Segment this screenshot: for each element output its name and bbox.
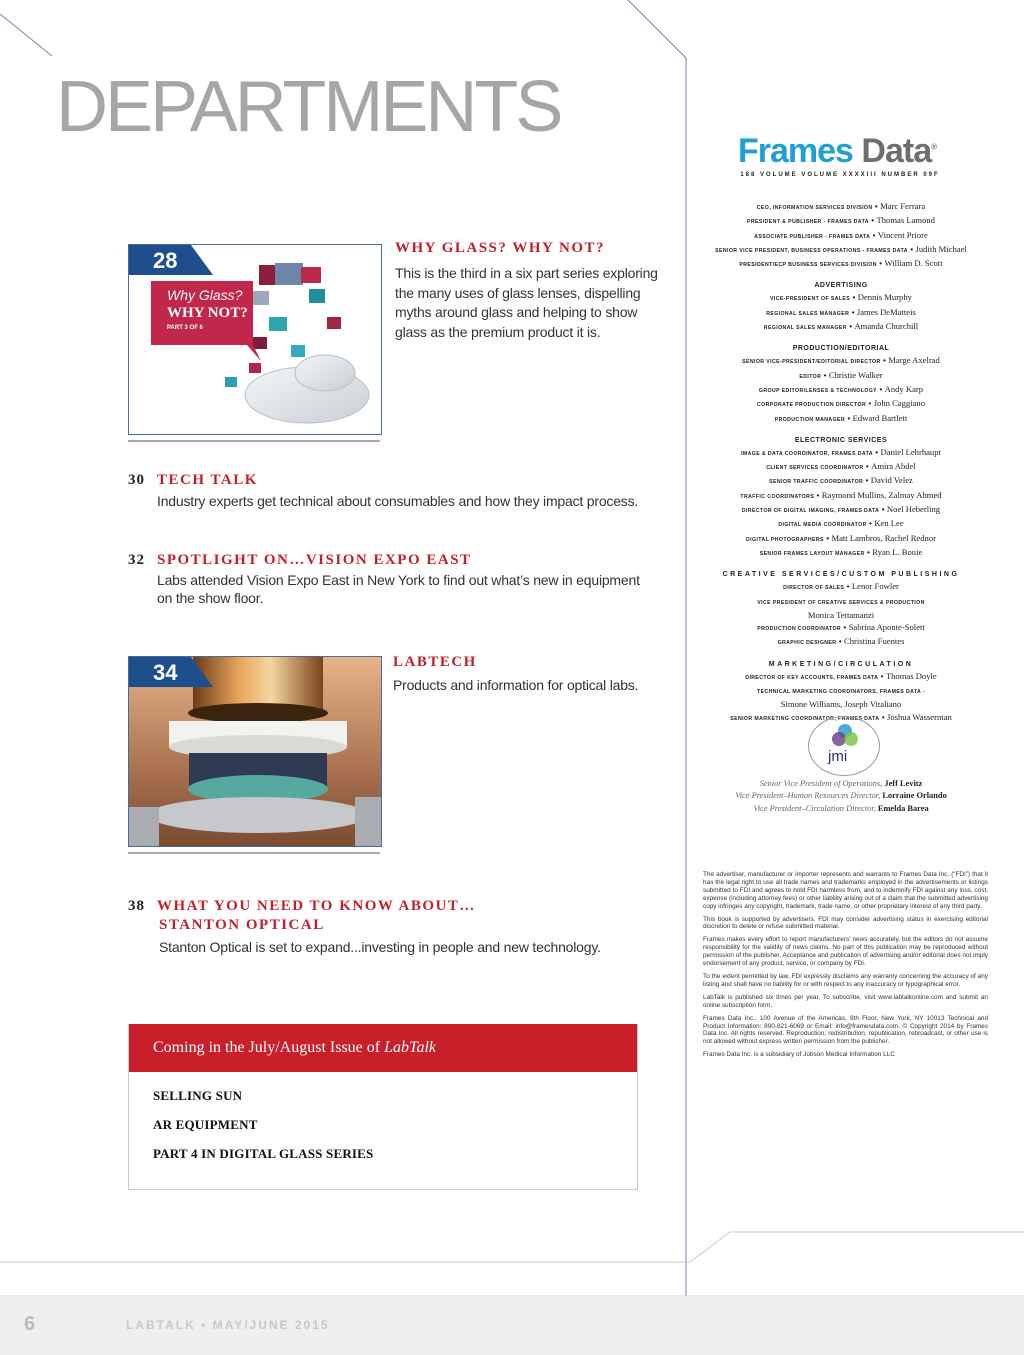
bullet-separator: • (846, 321, 855, 332)
masthead-name: Monica Tettamanzi (807, 609, 875, 620)
masthead-name: Thomas Doyle (885, 670, 937, 681)
masthead-entry (700, 369, 982, 383)
article-28-thumbnail[interactable] (128, 244, 382, 435)
masthead-name: Marc Ferrara (880, 201, 926, 211)
bullet-separator: • (841, 622, 849, 633)
exec-name: Jeff Levitz (884, 779, 923, 788)
masthead-entry (700, 635, 982, 649)
masthead-name: Ken Lee (874, 518, 904, 529)
masthead-role: EDITOR (799, 373, 822, 380)
masthead-entry (700, 474, 982, 488)
masthead-name: Dennis Murphy (857, 292, 912, 303)
legal-paragraph: LabTalk is published six times per year. To subscribe, visit www.labtalkonline.com and submit an online subscription form. (703, 993, 988, 1009)
legal-disclaimer (703, 871, 988, 1064)
masthead-entry (700, 684, 982, 698)
bullet-separator: • (863, 461, 872, 472)
desc-line: glass as the premium product it is. (395, 323, 601, 340)
masthead-entry (700, 503, 982, 517)
desc-line: the many uses of glass lenses, dispelling (395, 284, 641, 301)
bullet-separator: • (872, 446, 881, 457)
masthead-name: Edward Bartlett (852, 412, 908, 423)
article-38-title-line-2[interactable]: STANTON OPTICAL (159, 917, 325, 933)
article-34-title[interactable]: LABTECH (393, 654, 477, 670)
bullet-separator: • (879, 711, 887, 722)
bullet-separator: • (877, 383, 885, 394)
bullet-separator: • (879, 504, 887, 515)
frames-data-logo (738, 132, 936, 171)
exec-role: Vice President–Human Resources Director, (735, 791, 883, 801)
bullet-separator: • (844, 581, 852, 592)
bullet-separator: • (836, 636, 845, 647)
masthead-entry (700, 446, 982, 460)
article-38-title-line-1[interactable]: WHAT YOU NEED TO KNOW ABOUT… (157, 898, 476, 914)
coming-item: PART 4 IN DIGITAL GLASS SERIES (153, 1146, 374, 1161)
masthead-role: PRESIDENT & PUBLISHER - FRAMES DATA (747, 219, 869, 226)
masthead-role: DIGITAL PHOTOGRAPHERS (746, 536, 824, 543)
logo-part-frames: Frames (738, 132, 853, 170)
masthead-name: Ryan L. Bouie (872, 546, 923, 557)
page-title: DEPARTMENTS (56, 67, 561, 147)
masthead-role: IMAGE & DATA COORDINATOR, FRAMES DATA (741, 450, 873, 457)
bullet-separator: • (864, 546, 873, 557)
article-28-description (395, 264, 658, 342)
exec-line (700, 778, 982, 790)
footer-publication-line: LABTALK • MAY/JUNE 2015 (126, 1318, 330, 1332)
article-38-description (159, 938, 601, 958)
desc-line: This is the third in a six part series exploring (395, 265, 658, 281)
desc-line: Labs attended Vision Expo East in New York to find out what’s new in equipment (157, 572, 640, 588)
masthead-section-heading: MARKETING/CIRCULATION (768, 660, 914, 668)
jmi-logo-text: jmi (828, 748, 848, 765)
exec-line (700, 803, 982, 815)
logo-part-data: Data (861, 132, 932, 170)
article-32-page-number: 32 (128, 552, 145, 568)
masthead-role: CORPORATE PRODUCTION DIRECTOR (756, 402, 867, 409)
article-30-description (157, 492, 638, 512)
bullet-separator: • (907, 243, 916, 254)
desc-line: on the show floor. (157, 590, 264, 606)
masthead-role: TRAFFIC COORDINATORS (740, 493, 815, 500)
bullet-separator: • (866, 518, 875, 529)
masthead-role: VICE PRESIDENT OF CREATIVE SERVICES & PRODUCTION (757, 599, 925, 606)
masthead-entry (700, 670, 982, 684)
masthead-name: Simone Williams, Joseph Vitaliano (780, 699, 902, 710)
article-34-badge-number: 34 (129, 657, 191, 687)
masthead-name: Christina Fuentes (844, 636, 905, 647)
bullet-separator: • (876, 258, 885, 269)
masthead-entry (700, 354, 982, 368)
executive-list (700, 778, 982, 815)
masthead-staff-list (700, 200, 982, 725)
masthead-role: SENIOR VICE PRESIDENT, BUSINESS OPERATIONS - FRAMES DATA (715, 247, 908, 254)
masthead-name: Christie Walker (828, 369, 883, 380)
masthead-role: GRAPHIC DESIGNER (777, 640, 837, 647)
masthead-role: TECHNICAL MARKETING COORDINATORS, FRAMES DATA - (757, 689, 925, 696)
article-28-title[interactable]: WHY GLASS? WHY NOT? (395, 240, 606, 256)
masthead-role: DIGITAL MEDIA COORDINATOR (778, 522, 867, 529)
masthead-role: SENIOR VICE-PRESIDENT/EDITORIAL DIRECTOR (742, 359, 881, 366)
article-38-page-number: 38 (128, 898, 145, 914)
masthead-entry (700, 257, 982, 271)
masthead-entry (700, 517, 982, 531)
bullet-separator: • (814, 489, 822, 500)
bullet-separator: • (870, 229, 878, 240)
coming-heading-text: Coming in the July/August Issue of (153, 1039, 385, 1056)
legal-paragraph: The advertiser, manufacturer or importer represents and warrants to Frames Data Inc. (“FDI”) that it has the legal right to use all trade names and trademarks employed in the advertisements or listings submitted to FDI and agrees to hold FDI harmless from, and to indemnify FDI against any loss, cost, expense (including attorney fees) or other liability arising out of a claim that the submitted advertising copy infringes any copyright, trademark, trade name, or other proprietary interest of any third party. (703, 871, 988, 910)
bullet-separator: • (868, 215, 877, 226)
coming-heading (129, 1024, 637, 1072)
thumb-line-1: Why Glass? (167, 287, 243, 303)
legal-paragraph: This book is supported by advertisers. FDI may consider advertising status in exercising editorial discretion to delete or refuse submitted material. (703, 915, 988, 931)
thumb-line-2: WHY NOT? (167, 305, 248, 321)
masthead-name: Marge Axelrad (888, 355, 940, 366)
masthead-entry (700, 397, 982, 411)
masthead-name: Joshua Wasserman (886, 711, 952, 722)
exec-role: Senior Vice President of Operations, (759, 779, 885, 788)
masthead-entry (700, 243, 982, 257)
masthead-entry (700, 621, 982, 635)
masthead-role: VICE-PRESIDENT OF SALES (770, 296, 851, 303)
bullet-separator: • (850, 292, 858, 303)
masthead-name: James DeMatteis (856, 306, 916, 317)
masthead-name: Matt Lambros, Rachel Rednor (831, 532, 936, 543)
masthead-name: Thomas Lamond (876, 215, 935, 226)
masthead-name: Amanda Churchill (854, 321, 919, 332)
masthead-entry (700, 214, 982, 228)
legal-paragraph: Frames Data Inc., 100 Avenue of the Americas, 9th Floor, New York, NY 10013 Technical and Product Information: 800-821-6069 or Email: info@framesdata.com. © Copyright 2014 by Frames Data Inc. All rights reserved. Reproduction, redistribution, republication, rebroadcast, or other use is not allowed without express written permission from the publisher. (703, 1014, 988, 1046)
article-32-title[interactable]: SPOTLIGHT ON…VISION EXPO EAST (157, 552, 472, 568)
masthead-entry (700, 546, 982, 560)
masthead-name: Amira Abdel (871, 461, 916, 472)
article-34-underline (128, 852, 380, 855)
masthead-entry (700, 229, 982, 243)
bullet-separator: • (878, 670, 886, 681)
logo-registered-mark: ® (931, 142, 937, 152)
masthead-role: PRODUCTION COORDINATOR (757, 626, 842, 633)
masthead-entry (700, 595, 982, 609)
masthead-entry (700, 698, 982, 710)
masthead-role: DIRECTOR OF SALES (783, 585, 845, 592)
thumb-line-3: PART 3 OF 6 (167, 325, 203, 331)
masthead-entry (700, 291, 982, 305)
bullet-separator: • (863, 475, 871, 486)
jmi-circles-icon (809, 717, 881, 777)
article-34-description (393, 676, 638, 696)
legal-paragraph: To the extent permitted by law, FDI expressly disclaims any warranty concerning the accuracy of any listing and shall have no liability for or with respect to any inaccuracy or typographical error. (703, 972, 988, 988)
exec-line (700, 790, 982, 802)
masthead-role: SENIOR TRAFFIC COORDINATOR (769, 479, 864, 486)
masthead-entry (700, 383, 982, 397)
jmi-logo (808, 716, 880, 776)
masthead-entry (700, 609, 982, 621)
masthead-name: David Velez (870, 475, 913, 486)
masthead-name: Andy Karp (884, 383, 924, 394)
desc-line: Industry experts get technical about consumables and how they impact process. (157, 493, 639, 509)
masthead-role: SENIOR MARKETING COORDINATOR, FRAMES DATA (730, 715, 880, 722)
masthead-entry (700, 460, 982, 474)
masthead-entry (700, 412, 982, 426)
bullet-separator: • (872, 201, 881, 211)
coming-item: AR EQUIPMENT (153, 1117, 258, 1132)
legal-paragraph: Frames makes every effort to report manufacturers’ news accurately, but the editors do not assume responsibility for the validity of news claims. No part of this publication may be reproduced without permission of the publisher. Acceptance and publication of advertising and/or editorial does not imply endorsement of any product, service, or company by FDI. (703, 936, 988, 968)
exec-name: Lorraine Orlando (882, 791, 947, 801)
masthead-section-heading: PRODUCTION/EDITORIAL (792, 345, 890, 353)
exec-role: Vice President–Circulation Director, (753, 803, 878, 813)
masthead-entry (700, 200, 982, 214)
desc-line: myths around glass and helping to show (395, 304, 638, 320)
masthead-entry (700, 320, 982, 334)
masthead-name: Noel Heberling (886, 504, 941, 515)
masthead-name: Vincent Priore (877, 229, 928, 240)
article-30-title[interactable]: TECH TALK (157, 472, 258, 488)
masthead-name: John Caggiano (873, 398, 926, 409)
masthead-role: REGIONAL SALES MANAGER (766, 310, 850, 317)
bullet-separator: • (845, 412, 853, 423)
coming-heading-magazine: LabTalk (384, 1039, 436, 1056)
bullet-separator: • (823, 532, 832, 543)
masthead-role: SENIOR FRAMES LAYOUT MANAGER (759, 550, 865, 557)
article-28-badge-number: 28 (129, 245, 191, 275)
masthead-entry (700, 532, 982, 546)
masthead-role: CLIENT SERVICES COORDINATOR (766, 465, 864, 472)
masthead-role: CEO, INFORMATION SERVICES DIVISION (756, 205, 873, 211)
article-30-page-number: 30 (128, 472, 145, 488)
masthead-name: Raymond Mullins, Zalmay Ahmed (821, 489, 942, 500)
masthead-entry (700, 580, 982, 594)
masthead-name: William D. Scott (884, 258, 943, 269)
bullet-separator: • (880, 355, 889, 366)
masthead-entry (700, 306, 982, 320)
masthead-role: REGIONAL SALES MANAGER (763, 325, 847, 332)
masthead-entry (700, 489, 982, 503)
page-number: 6 (24, 1313, 36, 1335)
coming-item: SELLING SUN (153, 1088, 243, 1103)
masthead-role: DIRECTOR OF KEY ACCOUNTS, FRAMES DATA (745, 674, 879, 681)
bullet-separator: • (849, 306, 857, 317)
bullet-separator: • (821, 369, 829, 380)
bullet-separator: • (866, 398, 874, 409)
masthead-section-heading: ADVERTISING (814, 282, 868, 290)
volume-line: 188 VOLUME VOLUME XXXXIII NUMBER 09F (740, 172, 940, 178)
legal-paragraph: Frames Data Inc. is a subsidiary of Jobson Medical Information LLC (703, 1051, 895, 1059)
desc-line: Stanton Optical is set to expand...investing in people and new technology. (159, 939, 601, 955)
masthead-role: GROUP EDITOR/LENSES & TECHNOLOGY (758, 387, 878, 394)
masthead-name: Sabrina Aponte-Solett (848, 622, 925, 633)
desc-line: Products and information for optical labs. (393, 677, 639, 693)
masthead-section-heading: ELECTRONIC SERVICES (794, 436, 888, 444)
article-32-description (157, 571, 640, 607)
masthead-role: PRODUCTION MANAGER (774, 416, 846, 423)
coming-next-issue-box (128, 1024, 638, 1190)
masthead-role: PRESIDENT/ECP BUSINESS SERVICES DIVISION (739, 262, 877, 269)
masthead-name: Daniel Lehrhaupt (880, 446, 941, 457)
masthead-name: Lenor Fowler (851, 581, 899, 592)
article-28-underline (128, 440, 380, 443)
exec-name: Emelda Barea (877, 803, 929, 813)
article-34-thumbnail[interactable] (128, 656, 382, 847)
masthead-name: Judith Michael (915, 243, 967, 254)
masthead-role: ASSOCIATE PUBLISHER - FRAMES DATA (754, 233, 871, 240)
masthead-role: DIRECTOR OF DIGITAL IMAGING, FRAMES DATA (741, 508, 880, 515)
masthead-section-heading: CREATIVE SERVICES/CUSTOM PUBLISHING (722, 571, 960, 579)
